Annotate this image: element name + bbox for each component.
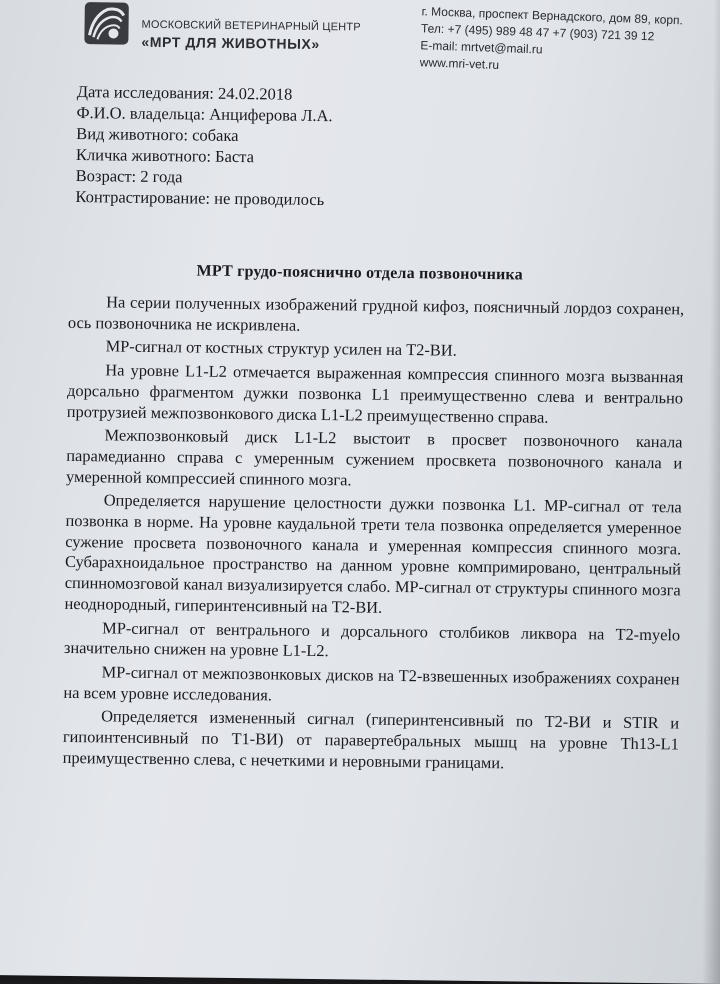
clinic-phones: Тел: +7 (495) 989 48 47 +7 (903) 721 39 12 — [420, 21, 655, 44]
letterhead — [0, 0, 720, 79]
clinic-website: www.mri-vet.ru — [419, 55, 500, 72]
paragraph: Межпозвонковый диск L1-L2 выстоит в просвет позвоночного канала парамедианно справа с умеренным сужением просвкета позвоночного канала и умеренной компрессией спинного мозга. — [65, 425, 683, 490]
clinic-address: г. Москва, проспект Вернадского, дом 89, корп. — [421, 4, 684, 28]
field-contrast: Контрастирование: не проводилось — [75, 187, 325, 210]
field-age: Возраст: 2 года — [75, 166, 183, 187]
field-owner-name: Ф.И.О. владельца: Анциферова Л.А. — [76, 103, 333, 126]
page-shadow — [702, 0, 720, 984]
clinic-email: E-mail: mrtvet@mail.ru — [420, 38, 543, 57]
clinic-logo-icon — [83, 1, 130, 46]
paragraph: МР-сигнал от межпозвонковых дисков на Т2-взвешенных изображениях сохранен на всем уровне исследования. — [63, 662, 680, 705]
patient-info — [75, 81, 333, 210]
paragraph: Определяется нарушение целостности дужки позвонка L1. МР-сигнал от тела позвонка в норме. На уровне каудальной трети тела позвонка определяется умеренное сужение просвета позвоночного канала и умеренная компрессия спинного мозга. Субарахноидальное пространство на данном уровне компримировано, центральный спинномозговой канал визуализируется слабо. МР-сигнал от структуры спинного мозга неоднородный, гиперинтенсивный на Т2-ВИ. — [64, 490, 682, 617]
paragraph: МР-сигнал от вентрального и дорсального столбиков ликвора на Т2-myelo значительно снижен на уровне L1-L2. — [63, 617, 681, 661]
report-body — [62, 292, 684, 779]
clinic-contacts — [419, 3, 683, 80]
paragraph: Определяется измененный сигнал (гиперинтенсивный по Т2-ВИ и STIR и гипоинтенсивный по Т1-ВИ) от паравертебральных мышц на уровне Th13-L1 преимущественно слева, с нечеткими и неровными границами. — [62, 706, 680, 773]
paragraph: На уровне L1-L2 отмечается выраженная компрессия спинного мозга вызванная дорсально фрагментом дужки позвонка L1 преимущественно слева и вентрально протрузией межпозвонкового диска L1-L2 преимущественно справа. — [66, 360, 684, 427]
field-pet-name: Кличка животного: Баста — [75, 145, 255, 167]
clinic-name-line1: МОСКОВСКИЙ ВЕТЕРИНАРНЫЙ ЦЕНТР — [141, 18, 361, 34]
report-title: МРТ грудо-пояснично отдела позвоночника — [196, 262, 523, 284]
paragraph: На серии полученных изображений грудной кифоз, поясничный лордоз сохранен, ось позвоночника не искривлена. — [67, 292, 685, 335]
field-species: Вид животного: собака — [76, 124, 239, 145]
field-exam-date: Дата исследования: 24.02.2018 — [76, 82, 293, 104]
paragraph: МР-сигнал от костных структур усилен на Т2-ВИ. — [105, 336, 457, 361]
clinic-name-line2: «МРТ ДЛЯ ЖИВОТНЫХ» — [141, 33, 320, 52]
clinic-name — [141, 17, 361, 54]
